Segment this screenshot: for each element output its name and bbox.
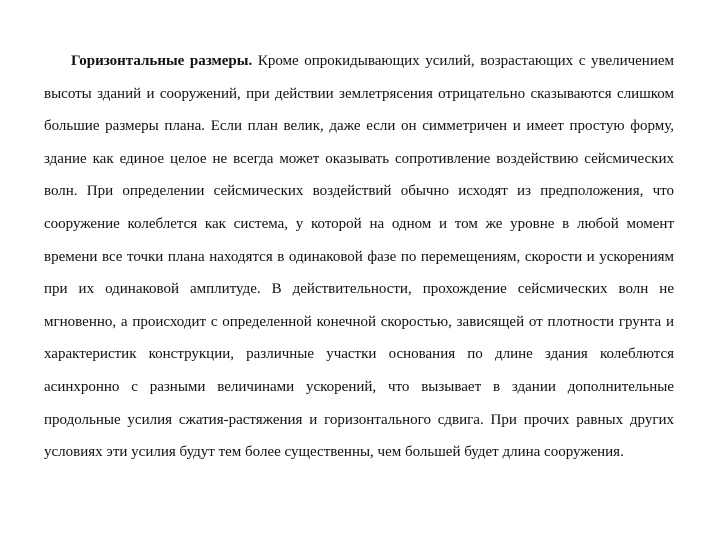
section-heading: Горизонтальные размеры. (71, 53, 253, 69)
body-paragraph (44, 45, 674, 469)
paragraph-text: Кроме опрокидывающих усилий, возрастающих с увеличением высоты зданий и сооружений, при действии землетрясения отрицательно сказываются слишком большие размеры плана. Если план велик, даже если он симметричен и имеет простую форму, здание как единое целое не всегда может оказывать сопротивление воздействию сейсмических волн. При определении сейсмических воздействий обычно исходят из предположения, что сооружение колеблется как система, у которой на одном и том же уровне в любой момент времени все точки плана находятся в одинаковой фазе по перемещениям, скорости и ускорениям при их одинаковой амплитуде. В действительности, прохождение сейсмических волн не мгновенно, а происходит с определенной конечной скоростью, зависящей от плотности грунта и характеристик конструкции, различные участки основания по длине здания колеблются асинхронно с разными величинами ускорений, что вызывает в здании дополнительные продольные усилия сжатия-растяжения и горизонтального сдвига. При прочих равных других условиях эти усилия будут тем более существенны, чем большей будет длина сооружения. (44, 53, 675, 461)
